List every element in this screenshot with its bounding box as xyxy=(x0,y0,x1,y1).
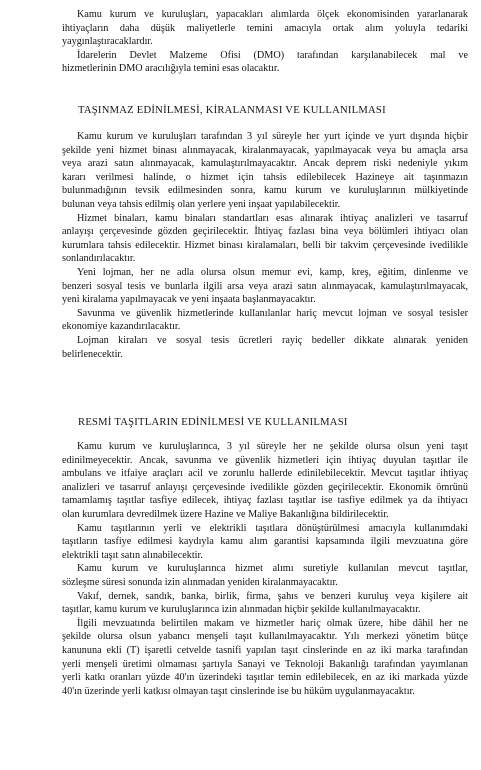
text-line: Kamu kurum ve kuruluşlarınca, 3 yıl süreyle her ne şekilde olursa olsun yeni taşıt xyxy=(77,441,468,452)
text-line: 40'ın üzerinde yerli katkısı olmayan taşıt cinslerinde ise bu hüküm uygulanmayacaktır. xyxy=(62,685,415,697)
text-line: kararı verilmesi halinde, o hizmet için tahsis edilebilecek Hazineye ait taşınmazın xyxy=(62,171,468,183)
text-line: Lojman kiraları ve sosyal tesis ücretleri rayiç bedeller dikkate alınarak yeniden xyxy=(77,334,468,346)
text-line: İdarelerin Devlet Malzeme Ofisi (DMO) tarafından karşılanabilecek mal ve xyxy=(77,49,468,61)
text-line: Kamu kurum ve kuruluşlarınca hizmet alımı suretiyle kullanılan mevcut taşıtlar, xyxy=(77,563,468,575)
text-line: sözleşme süresi sonunda izin alınmadan yeniden kiralanmayacaktır. xyxy=(62,576,338,588)
section-heading-official-vehicles: RESMİ TAŞITLARIN EDİNİLMESİ VE KULLANILMASI xyxy=(78,417,348,428)
text-line: sonlandırılacaktır. xyxy=(62,253,136,265)
text-line: kanununa ekli (T) işaretli cetvelde tasnifi yapılan taşıt cinslerinde en az iki marka tarafından xyxy=(62,644,468,656)
text-line: bulunan veya tahsis edilmiş olan yerlere yeni inşaat yapılabilecektir. xyxy=(62,198,341,210)
text-line: şekilde yeni hizmet binası alınmayacak, kiralanmayacak, yapılmayacak veya bu amaçla arsa xyxy=(62,144,468,156)
text-line: benzeri sosyal tesis ve bunlarla ilgili arsa veya arazi satın alınmayacak, kamulaştırılmayacak, xyxy=(62,280,468,292)
text-line: elektrikli taşıt satın alınabilecektir. xyxy=(62,549,203,561)
text-line: olan kurumlara devredilmek üzere Hazine ve Maliye Bakanlığına bildirilecektir. xyxy=(62,508,389,520)
text-line: Savunma ve güvenlik hizmetlerinde kullanılanlar hariç mevcut lojman ve sosyal tesisler xyxy=(77,307,468,319)
text-line: belirlenecektir. xyxy=(62,348,123,360)
text-line: şekilde olursa olsun yabancı menşeli taşıt kullanılmayacaktır. Yılı merkezi yönetim bütçe xyxy=(62,631,468,643)
text-line: taşıtların tasfiye edilmesi kaydıyla kamu alım garantisi kapsamında ilgili mevzuatına göre xyxy=(62,536,468,548)
section-official-vehicles-body xyxy=(62,440,468,698)
text-line: anlayışı çerçevesinde gözden geçirilecektir. İhtiyaç fazlası bina veya bölümleri ihtiyacı olan xyxy=(62,226,468,238)
section-heading-real-estate: TAŞINMAZ EDİNİLMESİ, KİRALANMASI VE KULLANILMASI xyxy=(78,105,386,116)
text-line: İlgili mevzuatında belirtilen makam ve hizmetler hariç olmak üzere, hibe dâhil her ne xyxy=(77,617,468,629)
text-line: Kamu kurum ve kuruluşları tarafından 3 yıl süreyle her yurt içinde ve yurt dışında hiçbir xyxy=(77,131,468,142)
section-real-estate-body xyxy=(62,130,468,361)
text-line: edinilmeyecektir. Ancak, savunma ve güvenlik hizmetleri için ihtiyaç duyulan taşıtlar ile xyxy=(62,454,468,466)
text-line: Vakıf, dernek, sandık, banka, birlik, firma, şahıs ve benzeri kuruluş veya kişilere ait xyxy=(77,590,468,602)
text-line: ambulans ve itfaiye araçları acil ve zorunlu hallerde edinilebilecektir. Mevcut taşıtlar ihtiyaç xyxy=(62,468,468,480)
text-line: yerli katkı oranları yüzde 40'ın üzerindeki taşıtlar temin edilebilecek, en az iki markada yüzde xyxy=(62,672,468,684)
text-line: ekonomiye kazandırılacaktır. xyxy=(62,321,181,333)
text-line: veya arazi satın alınmayacak, kamulaştırılmayacaktır. Ancak deprem riski nedeniyle yıkım xyxy=(62,158,468,170)
text-line: Kamu kurum ve kuruluşları, yapacakları alımlarda ölçek ekonomisinden yararlanarak xyxy=(77,9,468,20)
text-line: bulunmadığının tevsik edilmesinden sonra, kamu kurum ve kuruluşlarının mülkiyetinde xyxy=(62,185,468,197)
text-line: tamamlamış taşıtlar tasfiye edilecek, ihtiyaç fazlası taşıtlar ise tasfiye edilmek ya da ihtiyacı xyxy=(62,495,468,507)
text-line: hizmetlerinin DMO aracılığıyla temini esas olacaktır. xyxy=(62,63,280,75)
text-line: yeni kiralama yapılmayacak ve yeni inşaata başlanmayacaktır. xyxy=(62,294,316,306)
text-line: analizleri ve tasarruf anlayışı çerçevesinde ivedilikle gözden geçirilecektir. Ekonomik ömrünü xyxy=(62,481,468,493)
text-line: ihtiyaçların daha düşük maliyetlerle temini amacıyla ortak alım yoluyla tedariki xyxy=(62,22,468,34)
text-line: taşıtlar, kamu kurum ve kuruluşlarınca izin alınmadan hiçbir şekilde kullanılmayacaktır. xyxy=(62,604,421,616)
text-line: Yeni lojman, her ne adla olursa olsun memur evi, kamp, kreş, eğitim, dinlenme ve xyxy=(77,266,468,278)
text-line: kurumlara tahsis edilecektir. Hizmet binası kiralamaları, belli bir takvim çerçevesinde ivedilikle xyxy=(62,239,468,251)
text-line: Kamu taşıtlarının yerli ve elektrikli taşıtlara dönüştürülmesi amacıyla kullanımdaki xyxy=(77,522,468,534)
text-line: Hizmet binaları, kamu binaları standartları esas alınarak ihtiyaç analizleri ve tasarruf xyxy=(77,212,468,224)
text-line: yaygınlaştıracaklardır. xyxy=(62,36,153,48)
intro-paragraphs xyxy=(62,8,468,76)
text-line: yerli menşeli üretimi olmaması şartıyla Sanayi ve Teknoloji Bakanlığı tarafından yayımlanan xyxy=(62,658,468,670)
